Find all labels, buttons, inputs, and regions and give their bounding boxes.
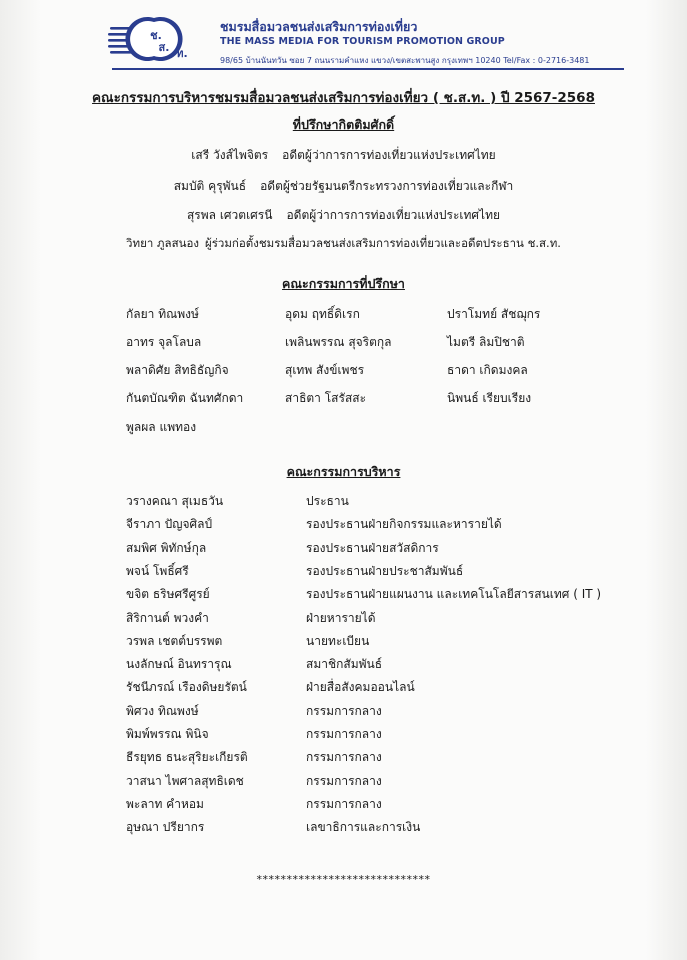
svg-text:ช.: ช.	[150, 29, 162, 42]
advisor-name: เพลินพรรณ สุจริตกุล	[285, 335, 392, 349]
honorary-advisor-name: วิทยา ภูลสนอง	[126, 236, 199, 250]
executive-member-name: พิศวง ทิณพงษ์	[126, 704, 199, 718]
honorary-advisor-row	[0, 146, 687, 165]
honorary-advisor-name: เสรี วังส์ไพจิตร	[191, 148, 269, 162]
executive-member-name: รัชนีภรณ์ เรืองดิษยรัตน์	[126, 680, 247, 694]
executive-member-role: รองประธานฝ่ายแผนงาน และเทคโนโลยีสารสนเทศ ( IT )	[306, 587, 602, 601]
executive-member-role: สมาชิกสัมพันธ์	[306, 657, 383, 671]
executive-member-role: กรรมการกลาง	[306, 797, 382, 811]
org-name-thai: ชมรมสื่อมวลชนส่งเสริมการท่องเที่ยว	[220, 19, 418, 34]
executive-board-heading: คณะกรรมการบริหาร	[286, 464, 401, 479]
executive-member-name: จีราภา ปัญจศิลป์	[126, 517, 213, 531]
executive-member-name: วรพล เชตต์บรรพต	[126, 634, 223, 648]
honorary-advisor-role: ผู้ร่วมก่อตั้งชมรมสื่อมวลชนส่งเสริมการท่องเที่ยวและอดีตประธาน ช.ส.ท.	[204, 236, 561, 250]
advisor-name: อุดม ฤทธิ์ดิเรก	[285, 307, 360, 321]
header-divider	[112, 68, 624, 70]
honorary-advisor-row	[0, 177, 687, 196]
honorary-advisor-role: อดีตผู้ว่าการการท่องเที่ยวแห่งประเทศไทย	[286, 208, 501, 222]
advisor-name: พลาดิศัย สิทธิธัญกิจ	[126, 363, 229, 377]
advisor-name: พูลผล แพทอง	[126, 420, 197, 434]
advisor-name: ปราโมทย์ สัชฌุกร	[447, 307, 541, 321]
executive-member-role: ฝ่ายสื่อสังคมออนไลน์	[306, 680, 415, 694]
executive-member-name: สมพิศ พิทักษ์กุล	[126, 541, 207, 555]
executive-member-name: พจน์ โพธิ์ศรี	[126, 564, 189, 578]
honorary-advisor-role: อดีตผู้ช่วยรัฐมนตรีกระทรวงการท่องเที่ยวและกีฬา	[260, 179, 514, 193]
executive-member-name: วรางคณา สุเมธวัน	[126, 494, 224, 508]
executive-member-role: กรรมการกลาง	[306, 774, 382, 788]
executive-member-name: พะลาท คำหอม	[126, 797, 204, 811]
executive-member-role: ฝ่ายหารายได้	[306, 611, 376, 625]
executive-member-role: รองประธานฝ่ายสวัสดิการ	[306, 541, 439, 555]
org-name-english: THE MASS MEDIA FOR TOURISM PROMOTION GROUP	[220, 36, 505, 47]
advisor-name: สาธิตา โสรัสสะ	[285, 391, 367, 405]
advisor-name: กัลยา ทิณพงษ์	[126, 307, 199, 321]
executive-member-name: พิมพ์พรรณ พินิจ	[126, 727, 209, 741]
executive-member-role: กรรมการกลาง	[306, 727, 382, 741]
advisor-name: กันตบัณฑิต ฉันทศักดา	[126, 391, 244, 405]
advisor-name: ธาดา เกิดมงคล	[447, 363, 528, 377]
executive-member-role: ประธาน	[306, 494, 349, 508]
executive-member-role: รองประธานฝ่ายประชาสัมพันธ์	[306, 564, 464, 578]
org-address: 98/65 บ้านนันทวัน ซอย 7 ถนนรามคำแหง แขวง/เขตสะพานสูง กรุงเทพฯ 10240 Tel/Fax : 0-2716-3481	[220, 56, 590, 65]
svg-text:ส.: ส.	[158, 41, 170, 54]
svg-text:ท.: ท.	[176, 47, 188, 60]
executive-member-name: อุษณา ปรียากร	[126, 820, 205, 834]
executive-member-role: รองประธานฝ่ายกิจกรรมและหารายได้	[306, 517, 502, 531]
executive-member-name: ขจิต ธริษศรีศูรย์	[126, 587, 210, 601]
advisory-board-heading: คณะกรรมการที่ปรึกษา	[282, 276, 405, 291]
document-title: คณะกรรมการบริหารชมรมสื่อมวลชนส่งเสริมการท่องเที่ยว ( ช.ส.ท. ) ปี 2567-2568	[92, 90, 595, 106]
advisor-name: อาทร จุลโลบล	[126, 335, 202, 349]
executive-member-name: วาสนา ไพศาลสุทธิเดช	[126, 774, 244, 788]
executive-member-role: กรรมการกลาง	[306, 750, 382, 764]
honorary-advisors-heading: ที่ปรึกษากิตติมศักดิ์	[292, 117, 395, 132]
executive-member-name: สิริกานต์ พวงคำ	[126, 611, 209, 625]
honorary-advisor-row	[0, 206, 687, 225]
executive-member-role: นายทะเบียน	[306, 634, 370, 648]
honorary-advisor-row	[0, 235, 687, 253]
honorary-advisor-role: อดีตผู้ว่าการการท่องเที่ยวแห่งประเทศไทย	[282, 148, 496, 162]
honorary-advisor-name: สุรพล เศวตเศรนี	[186, 208, 273, 222]
advisor-name: ไมตรี ลิมปิชาติ	[447, 335, 525, 349]
executive-member-name: ธีรยุทธ ธนะสุริยะเกียรติ	[126, 750, 248, 764]
org-logo	[108, 16, 196, 62]
executive-member-name: นงลักษณ์ อินทรารุณ	[126, 657, 232, 671]
footer-stars: *****************************	[256, 873, 431, 886]
advisor-name: สุเทพ สังข์เพชร	[285, 363, 365, 377]
honorary-advisor-name: สมบัติ คุรุพันธ์	[173, 179, 247, 193]
executive-member-role: กรรมการกลาง	[306, 704, 382, 718]
advisor-name: นิพนธ์ เรียบเรียง	[447, 391, 532, 405]
executive-member-role: เลขาธิการและการเงิน	[306, 820, 421, 834]
